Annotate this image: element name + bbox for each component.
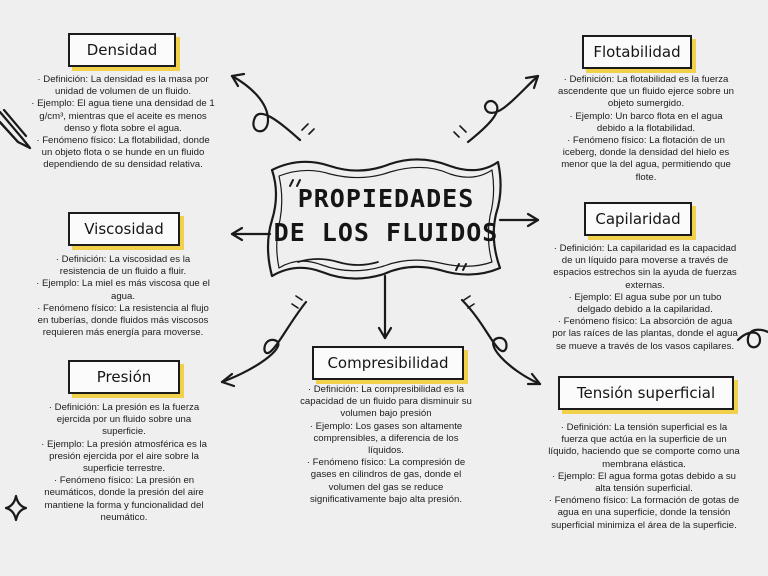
node-label-flotabilidad: Flotabilidad — [582, 35, 692, 69]
flotabilidad-line: · Fenómeno físico: La flotación de un iceberg, donde la densidad del hielo es menor que la del agua, permitiendo que flote. — [561, 135, 731, 183]
flotabilidad-line: · Definición: La flotabilidad es la fuerza ascendente que un fluido ejerce sobre un objeto sumergido. — [557, 74, 734, 110]
presion-line: · Fenómeno físico: La presión en neumáticos, donde la presión del aire mantiene la forma y funcionalidad del neumático. — [44, 475, 204, 523]
compresibilidad-line: · Definición: La compresibilidad es la capacidad de un fluido para disminuir su volumen bajo presión — [300, 384, 472, 420]
viscosidad-line: · Ejemplo: La miel es más viscosa que el agua. — [36, 278, 210, 302]
densidad-line: · Fenómeno físico: La flotabilidad, donde un objeto flota o se hunde en un fluido dependiendo de su densidad relativa. — [36, 135, 210, 171]
presion-line: · Ejemplo: La presión atmosférica es la presión ejercida por el aire sobre la superficie terrestre. — [41, 438, 207, 475]
compresibilidad-line: · Fenómeno físico: La compresión de gases en cilindros de gas, donde el volumen del gas se reduce significativamente bajo alta presión. — [306, 457, 466, 505]
viscosidad-line: · Fenómeno físico: La resistencia al flujo en tuberías, donde fluidos más viscosos requieren más energía para moverse. — [37, 302, 209, 339]
title-line-2: DE LOS FLUIDOS — [273, 218, 499, 247]
node-desc-viscosidad — [36, 254, 210, 339]
node-label-compresibilidad: Compresibilidad — [312, 346, 464, 380]
node-desc-densidad — [30, 74, 216, 172]
tension-line: · Ejemplo: El agua forma gotas debido a su alta tensión superficial. — [552, 470, 736, 495]
capilaridad-line: · Definición: La capilaridad es la capacidad de un líquido para moverse a través de espacios estrechos sin la ayuda de fuerzas externas. — [553, 243, 737, 291]
tension-line: · Fenómeno físico: La formación de gotas de agua en una superficie, donde la tensión superficial minimiza el área de la superficie. — [548, 495, 740, 531]
node-label-densidad: Densidad — [68, 33, 176, 67]
capilaridad-line: · Ejemplo: El agua sube por un tubo delgado debido a la capilaridad. — [568, 291, 722, 316]
sparkle-icon — [6, 496, 26, 520]
node-label-capilaridad: Capilaridad — [584, 202, 692, 236]
flotabilidad-line: · Ejemplo: Un barco flota en el agua debido a la flotabilidad. — [569, 110, 723, 134]
viscosidad-line: · Definición: La viscosidad es la resistencia de un fluido a fluir. — [55, 254, 191, 278]
pencil-icon — [0, 110, 30, 148]
densidad-line: · Definición: La densidad es la masa por unidad de volumen de un fluido. — [37, 74, 209, 98]
central-title — [272, 160, 500, 272]
node-desc-compresibilidad — [298, 384, 474, 506]
node-desc-flotabilidad — [556, 74, 736, 184]
node-desc-presion — [36, 402, 212, 524]
node-label-tension-superficial: Tensión superficial — [558, 376, 734, 410]
capilaridad-line: · Fenómeno físico: La absorción de agua por las raíces de las plantas, donde el agua se mueve a través de los vasos capilares. — [552, 316, 738, 352]
title-line-1: PROPIEDADES — [297, 184, 475, 213]
node-desc-tension-superficial — [548, 422, 740, 532]
presion-line: · Definición: La presión es la fuerza ejercida por un fluido sobre una superficie. — [48, 402, 200, 438]
node-label-presion: Presión — [68, 360, 180, 394]
tension-line: · Definición: La tensión superficial es la fuerza que actúa en la superficie de un líquido, haciendo que se comporte como una membrana elástica. — [548, 422, 740, 470]
compresibilidad-line: · Ejemplo: Los gases son altamente comprensibles, a diferencia de los líquidos. — [309, 420, 463, 457]
node-desc-capilaridad — [552, 243, 738, 353]
node-label-viscosidad: Viscosidad — [68, 212, 180, 246]
loop-doodle — [738, 330, 768, 348]
densidad-line: · Ejemplo: El agua tiene una densidad de 1 g/cm³, mientras que el aceite es menos denso y flota sobre el agua. — [31, 98, 215, 134]
